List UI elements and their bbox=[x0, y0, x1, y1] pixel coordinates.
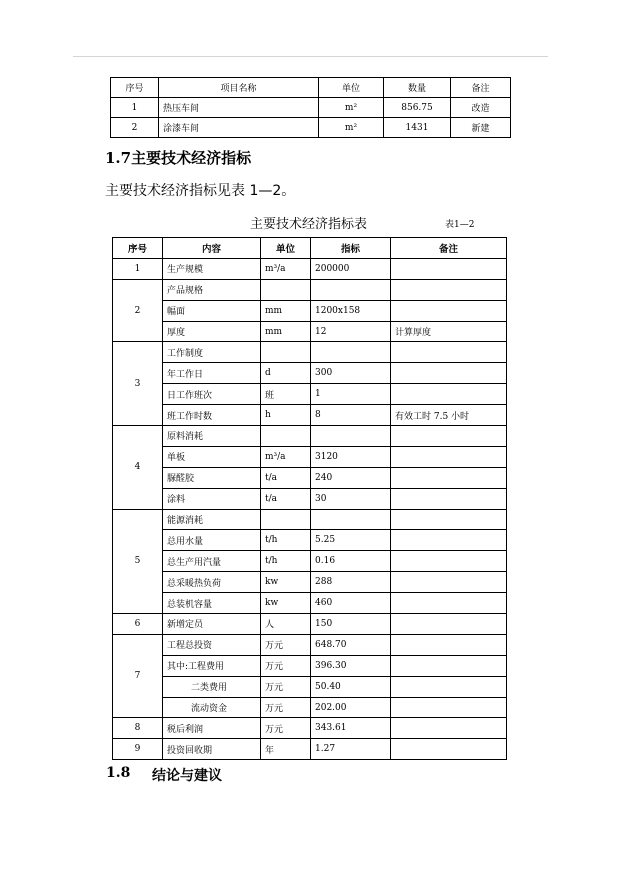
table-cell: 厚度 bbox=[163, 321, 261, 342]
table-cell: 产品规格 bbox=[163, 279, 261, 300]
table-cell: 万元 bbox=[261, 634, 311, 655]
table-cell: 工程总投资 bbox=[163, 634, 261, 655]
table-row bbox=[113, 321, 507, 342]
table-cell bbox=[391, 739, 507, 760]
table-row bbox=[113, 530, 507, 551]
table-cell: t/a bbox=[261, 488, 311, 509]
table-row bbox=[111, 98, 511, 118]
body-paragraph: 主要技术经济指标见表 1—2。 bbox=[105, 183, 296, 199]
table-cell: 二类费用 bbox=[163, 676, 261, 697]
table-cell: 3120 bbox=[311, 446, 391, 467]
row-number-cell: 6 bbox=[113, 614, 163, 635]
table-row bbox=[113, 614, 507, 635]
table-row bbox=[113, 467, 507, 488]
table-row bbox=[113, 384, 507, 405]
table-row bbox=[113, 634, 507, 655]
table-cell: 总用水量 bbox=[163, 530, 261, 551]
table-cell: 班工作时数 bbox=[163, 405, 261, 426]
table-cell: m³/a bbox=[261, 258, 311, 279]
header-cell: 数量 bbox=[384, 78, 451, 98]
table-cell: h bbox=[261, 405, 311, 426]
header-cell: 内容 bbox=[163, 238, 261, 259]
table-cell bbox=[391, 676, 507, 697]
table-cell bbox=[391, 551, 507, 572]
table-row bbox=[113, 300, 507, 321]
table-cell bbox=[261, 342, 311, 363]
table-caption: 主要技术经济指标表 bbox=[250, 217, 368, 232]
table-cell: t/a bbox=[261, 467, 311, 488]
table-cell: 343.61 bbox=[311, 718, 391, 739]
table-cell bbox=[391, 446, 507, 467]
row-number-cell: 7 bbox=[113, 634, 163, 718]
table-cell: 856.75 bbox=[384, 98, 451, 118]
table-row bbox=[113, 593, 507, 614]
table-cell: m² bbox=[319, 118, 384, 138]
header-cell: 备注 bbox=[451, 78, 511, 98]
table-cell bbox=[391, 342, 507, 363]
table-cell: 单板 bbox=[163, 446, 261, 467]
table-row bbox=[113, 279, 507, 300]
indicators-table bbox=[112, 237, 507, 760]
table-cell: 1 bbox=[311, 384, 391, 405]
table-cell: 投资回收期 bbox=[163, 739, 261, 760]
table-cell bbox=[391, 718, 507, 739]
table-cell: 1200x158 bbox=[311, 300, 391, 321]
table-cell: kw bbox=[261, 572, 311, 593]
table-cell: 396.30 bbox=[311, 655, 391, 676]
table-cell bbox=[391, 279, 507, 300]
table-cell bbox=[391, 655, 507, 676]
table-row bbox=[111, 118, 511, 138]
table-cell bbox=[391, 467, 507, 488]
table-cell: 460 bbox=[311, 593, 391, 614]
table-row bbox=[113, 342, 507, 363]
section-heading-1-8: 结论与建议 bbox=[152, 768, 222, 784]
table-cell: 648.70 bbox=[311, 634, 391, 655]
row-number-cell: 3 bbox=[113, 342, 163, 426]
table-cell: 1431 bbox=[384, 118, 451, 138]
table-cell bbox=[261, 509, 311, 530]
table-cell bbox=[311, 279, 391, 300]
table-cell bbox=[311, 342, 391, 363]
table-cell: 涂料 bbox=[163, 488, 261, 509]
table-cell: 5.25 bbox=[311, 530, 391, 551]
table-cell: 50.40 bbox=[311, 676, 391, 697]
table-cell bbox=[391, 363, 507, 384]
table-cell: 能源消耗 bbox=[163, 509, 261, 530]
header-cell: 项目名称 bbox=[159, 78, 319, 98]
header-cell: 指标 bbox=[311, 238, 391, 259]
table-cell: 1 bbox=[111, 98, 159, 118]
table-cell bbox=[391, 530, 507, 551]
table-cell: 万元 bbox=[261, 697, 311, 718]
table-row bbox=[113, 655, 507, 676]
table-cell: 总装机容量 bbox=[163, 593, 261, 614]
table-cell: 万元 bbox=[261, 676, 311, 697]
table-cell: 0.16 bbox=[311, 551, 391, 572]
table-cell: 288 bbox=[311, 572, 391, 593]
header-cell: 单位 bbox=[319, 78, 384, 98]
table-cell bbox=[391, 300, 507, 321]
table-row bbox=[113, 363, 507, 384]
table-row bbox=[113, 258, 507, 279]
row-number-cell: 9 bbox=[113, 739, 163, 760]
table-cell: 新建 bbox=[451, 118, 511, 138]
table-cell: 脲醛胶 bbox=[163, 467, 261, 488]
table-cell: 工作制度 bbox=[163, 342, 261, 363]
table-row bbox=[113, 739, 507, 760]
table-cell: d bbox=[261, 363, 311, 384]
table-row bbox=[113, 697, 507, 718]
table-cell: 日工作班次 bbox=[163, 384, 261, 405]
table-row bbox=[113, 572, 507, 593]
table-cell: 计算厚度 bbox=[391, 321, 507, 342]
table-cell: 240 bbox=[311, 467, 391, 488]
table-cell: 其中:工程费用 bbox=[163, 655, 261, 676]
header-cell: 序号 bbox=[111, 78, 159, 98]
table-cell: 200000 bbox=[311, 258, 391, 279]
table-cell bbox=[391, 697, 507, 718]
table-cell bbox=[391, 614, 507, 635]
table-cell: mm bbox=[261, 300, 311, 321]
table-cell: 1.27 bbox=[311, 739, 391, 760]
section-number-1-8: 1.8 bbox=[106, 765, 131, 781]
table-cell bbox=[391, 426, 507, 447]
table-cell: t/h bbox=[261, 530, 311, 551]
table-cell bbox=[391, 384, 507, 405]
table-cell: 人 bbox=[261, 614, 311, 635]
table-cell bbox=[391, 509, 507, 530]
table-cell: 税后利润 bbox=[163, 718, 261, 739]
table-number: 表1—2 bbox=[445, 220, 475, 230]
table-cell bbox=[261, 279, 311, 300]
table-cell: 12 bbox=[311, 321, 391, 342]
building-table bbox=[110, 77, 511, 138]
table-cell: kw bbox=[261, 593, 311, 614]
page-top-rule bbox=[73, 56, 548, 57]
table-cell: 万元 bbox=[261, 718, 311, 739]
table-cell: 总采暖热负荷 bbox=[163, 572, 261, 593]
table-cell: 涂漆车间 bbox=[159, 118, 319, 138]
header-cell: 单位 bbox=[261, 238, 311, 259]
table-cell: 年 bbox=[261, 739, 311, 760]
table-cell bbox=[311, 426, 391, 447]
table-cell bbox=[261, 426, 311, 447]
table-row bbox=[113, 718, 507, 739]
table-cell: 生产规模 bbox=[163, 258, 261, 279]
table-cell: t/h bbox=[261, 551, 311, 572]
table-cell: 原料消耗 bbox=[163, 426, 261, 447]
table-cell: 202.00 bbox=[311, 697, 391, 718]
row-number-cell: 4 bbox=[113, 426, 163, 510]
table-cell: 流动资金 bbox=[163, 697, 261, 718]
table-cell: 班 bbox=[261, 384, 311, 405]
section-heading-1-7: 1.7主要技术经济指标 bbox=[105, 149, 252, 167]
table-cell: 150 bbox=[311, 614, 391, 635]
table-header-row bbox=[111, 78, 511, 98]
table-cell bbox=[391, 488, 507, 509]
table-cell: m² bbox=[319, 98, 384, 118]
table-row bbox=[113, 446, 507, 467]
table-cell: 300 bbox=[311, 363, 391, 384]
header-cell: 序号 bbox=[113, 238, 163, 259]
row-number-cell: 1 bbox=[113, 258, 163, 279]
table-cell bbox=[311, 509, 391, 530]
table-cell: 有效工时 7.5 小时 bbox=[391, 405, 507, 426]
table-cell: 热压车间 bbox=[159, 98, 319, 118]
row-number-cell: 2 bbox=[113, 279, 163, 342]
table-row bbox=[113, 488, 507, 509]
table-cell: m³/a bbox=[261, 446, 311, 467]
row-number-cell: 8 bbox=[113, 718, 163, 739]
header-cell: 备注 bbox=[391, 238, 507, 259]
table-row bbox=[113, 551, 507, 572]
table-row bbox=[113, 676, 507, 697]
table-cell: 30 bbox=[311, 488, 391, 509]
table-cell: 改造 bbox=[451, 98, 511, 118]
table-cell: 8 bbox=[311, 405, 391, 426]
table-cell: 万元 bbox=[261, 655, 311, 676]
table-cell: mm bbox=[261, 321, 311, 342]
table-row bbox=[113, 405, 507, 426]
table-cell: 新增定员 bbox=[163, 614, 261, 635]
table-cell: 年工作日 bbox=[163, 363, 261, 384]
table-cell: 总生产用汽量 bbox=[163, 551, 261, 572]
table-cell: 2 bbox=[111, 118, 159, 138]
table-cell bbox=[391, 634, 507, 655]
table-cell bbox=[391, 572, 507, 593]
table-header-row bbox=[113, 238, 507, 259]
table-row bbox=[113, 509, 507, 530]
table-cell bbox=[391, 593, 507, 614]
table-cell: 幅面 bbox=[163, 300, 261, 321]
table-row bbox=[113, 426, 507, 447]
row-number-cell: 5 bbox=[113, 509, 163, 613]
table-cell bbox=[391, 258, 507, 279]
